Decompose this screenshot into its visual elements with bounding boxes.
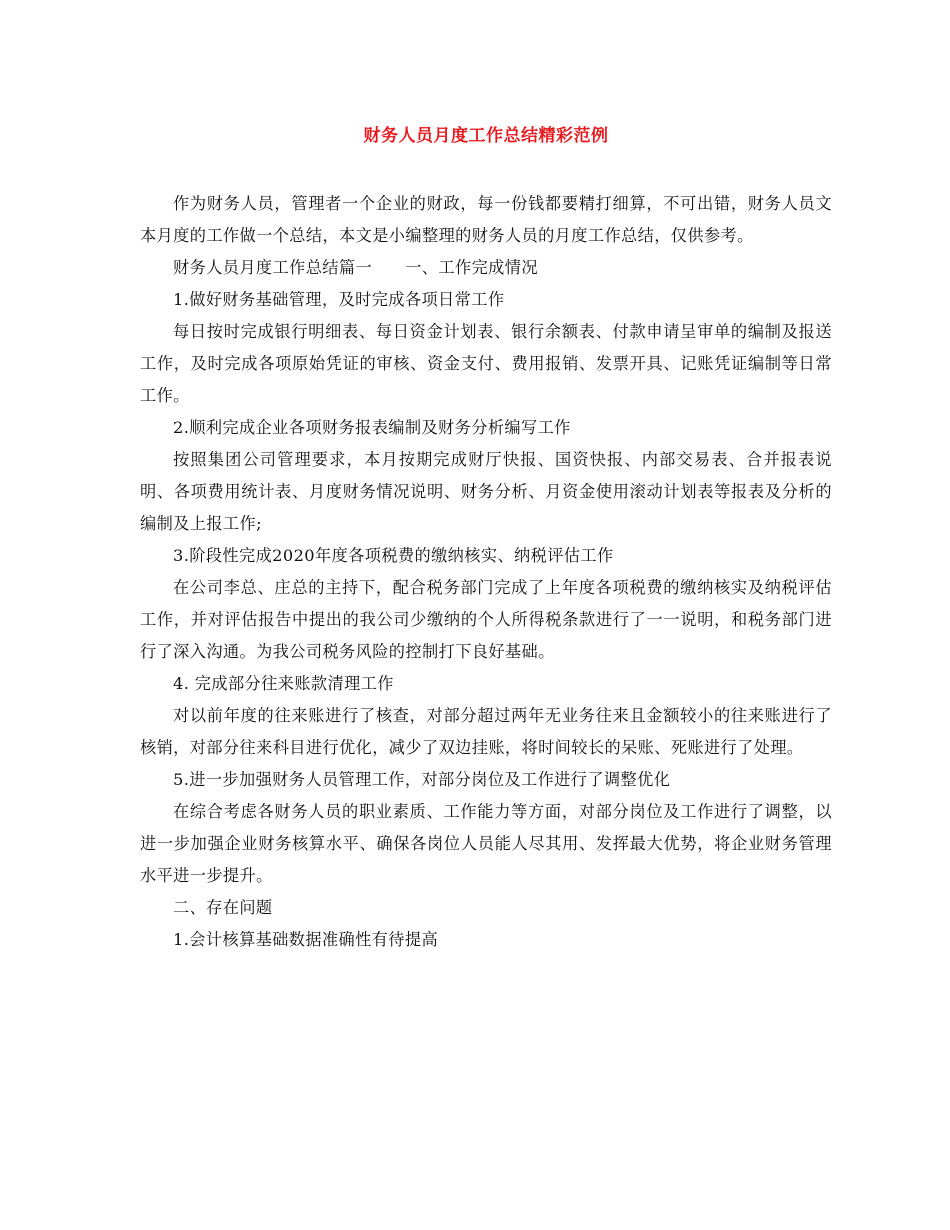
- paragraph-item-3-heading: 3.阶段性完成2020年度各项税费的缴纳核实、纳税评估工作: [173, 546, 614, 565]
- paragraph-item-1-heading: 1.做好财务基础管理，及时完成各项日常工作: [173, 290, 505, 309]
- paragraph-item-4-body: 对以前年度的往来账进行了核查，对部分超过两年无业务往来且金额较小的往来账进行了核销，对部分往来科目进行优化，减少了双边挂账，将时间较长的呆账、死账进行了处理。: [140, 706, 832, 757]
- paragraph-item-3-body: 在公司李总、庄总的主持下，配合税务部门完成了上年度各项税费的缴纳核实及纳税评估工作，并对评估报告中提出的我公司少缴纳的个人所得税条款进行了一一说明，和税务部门进行了深入沟通。为我公司税务风险的控制打下良好基础。: [140, 578, 832, 661]
- document-title: 财务人员月度工作总结精彩范例: [363, 126, 609, 146]
- paragraph-item-5-heading: 5.进一步加强财务人员管理工作，对部分岗位及工作进行了调整优化: [173, 770, 671, 789]
- paragraph-problem-1-heading: 1.会计核算基础数据准确性有待提高: [173, 930, 439, 949]
- paragraph-section-heading: 财务人员月度工作总结篇一 一、工作完成情况: [173, 258, 538, 277]
- paragraph-section-2-heading: 二、存在问题: [173, 898, 273, 917]
- paragraph-item-4-heading: 4. 完成部分往来账款清理工作: [173, 674, 394, 693]
- paragraph-item-2-body: 按照集团公司管理要求，本月按期完成财厅快报、国资快报、内部交易表、合并报表说明、各项费用统计表、月度财务情况说明、财务分析、月资金使用滚动计划表等报表及分析的编制及上报工作;: [140, 450, 832, 533]
- paragraph-intro: 作为财务人员，管理者一个企业的财政，每一份钱都要精打细算，不可出错，财务人员文本月度的工作做一个总结，本文是小编整理的财务人员的月度工作总结，仅供参考。: [140, 194, 832, 245]
- paragraph-item-1-body: 每日按时完成银行明细表、每日资金计划表、银行余额表、付款申请呈审单的编制及报送工作，及时完成各项原始凭证的审核、资金支付、费用报销、发票开具、记账凭证编制等日常工作。: [140, 322, 832, 405]
- paragraph-item-2-heading: 2.顺利完成企业各项财务报表编制及财务分析编写工作: [173, 418, 571, 437]
- paragraph-item-5-body: 在综合考虑各财务人员的职业素质、工作能力等方面，对部分岗位及工作进行了调整，以进一步加强企业财务核算水平、确保各岗位人员能人尽其用、发挥最大优势，将企业财务管理水平进一步提升。: [140, 802, 832, 885]
